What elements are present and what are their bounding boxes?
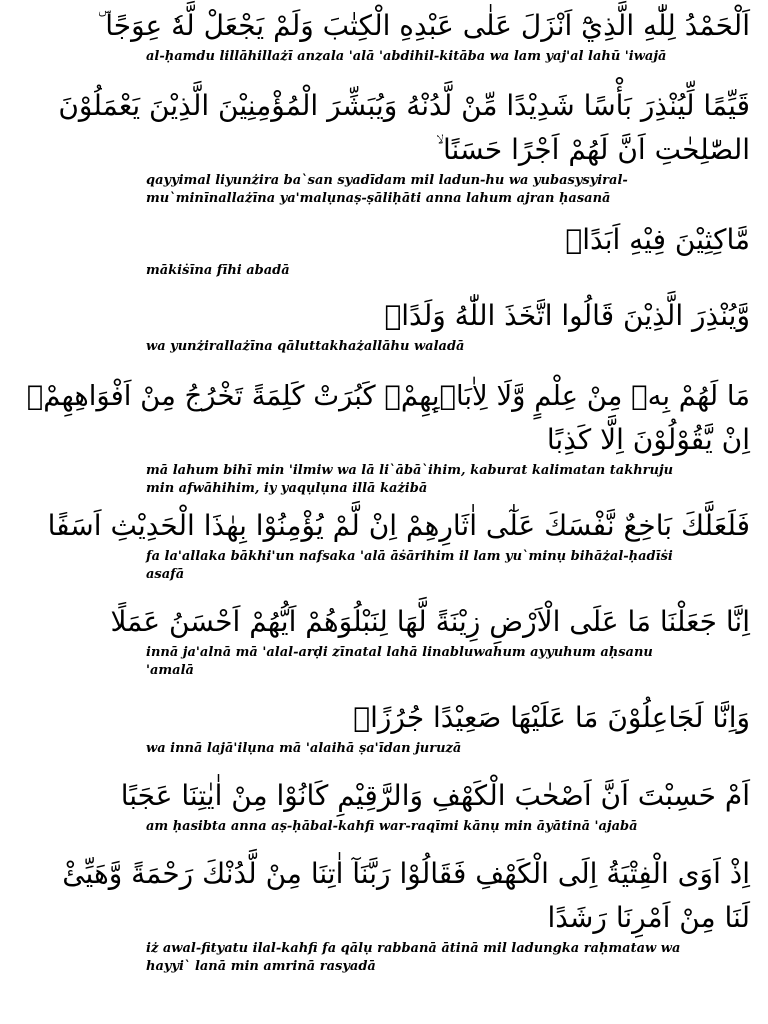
verse-transliteration — [0, 262, 768, 280]
verse-arabic — [0, 696, 768, 740]
verse-transliteration — [0, 644, 768, 680]
arabic-line: فَلَعَلَّكَ بَاخِعٌ نَّفْسَكَ عَلٰٓى اٰثَارِهِمْ اِنْ لَّمْ يُؤْمِنُوْا بِهٰذَا الْحَدِيْثِ اَسَفًا — [47, 509, 750, 542]
translit-line: mu`minīnallażīna ya'malụnaṣ-ṣāliḥāti anna lahum ajran ḥasanā — [146, 191, 611, 206]
verse-transliteration — [0, 940, 768, 976]
translit-line: mā lahum bihī min 'ilmiw wa lā li`ābā`ihim, kaburat kalimatan takhruju — [146, 463, 674, 478]
translit-line: al-ḥamdu lillāhillażī anzala 'alā 'abdihil-kitāba wa lam yaj'al lahū 'iwajā — [146, 49, 667, 64]
translit-line: fa la'allaka bākhi'un nafsaka 'alā āṡārihim il lam yu`minụ bihāżal-ḥadīṡi — [146, 549, 673, 564]
translit-line: min afwāhihim, iy yaqụlụna illā każibā — [146, 481, 428, 496]
verse-3 — [0, 218, 768, 280]
verse-4 — [0, 294, 768, 356]
verse-transliteration — [0, 338, 768, 356]
translit-line: iż awal-fityatu ilal-kahfi fa qālụ rabbanā ātinā mil ladungka raḥmataw wa — [146, 941, 681, 956]
verse-arabic — [0, 374, 768, 462]
verse-9 — [0, 774, 768, 836]
arabic-line: اَمْ حَسِبْتَ اَنَّ اَصْحٰبَ الْكَهْفِ وَالرَّقِيْمِ كَانُوْا مِنْ اٰيٰتِنَا عَجَبًا — [120, 779, 750, 812]
translit-line: hayyi` lanā min amrinā rasyadā — [146, 959, 376, 974]
arabic-line: الصّٰلِحٰتِ اَنَّ لَهُمْ اَجْرًا حَسَنًا ۙ — [435, 133, 750, 166]
verse-5 — [0, 374, 768, 498]
verse-transliteration — [0, 172, 768, 208]
arabic-line: مَّاكِثِيْنَ فِيْهِ اَبَدًاۙ — [565, 223, 750, 256]
translit-line: mākiṡīna fīhi abadā — [146, 263, 290, 278]
arabic-line: وَاِنَّا لَجَاعِلُوْنَ مَا عَلَيْهَا صَعِيْدًا جُرُزًاۗ — [353, 701, 750, 734]
arabic-line: وَّيُنْذِرَ الَّذِيْنَ قَالُوا اتَّخَذَ اللّٰهُ وَلَدًاۖ — [384, 299, 750, 332]
translit-line: asafā — [146, 567, 185, 582]
arabic-line: قَيِّمًا لِّيُنْذِرَ بَأْسًا شَدِيْدًا مِّنْ لَّدُنْهُ وَيُبَشِّرَ الْمُؤْمِنِيْنَ الَّذِيْنَ يَعْمَلُوْنَ — [58, 89, 750, 122]
verse-arabic — [0, 218, 768, 262]
arabic-line: لَنَا مِنْ اَمْرِنَا رَشَدًا — [547, 901, 750, 934]
arabic-line: اِنَّا جَعَلْنَا مَا عَلَى الْاَرْضِ زِيْنَةً لَّهَا لِنَبْلُوَهُمْ اَيُّهُمْ اَحْسَنُ عَمَلًا — [110, 605, 750, 638]
translit-line: wa yunżirallażīna qāluttakhażallāhu waladā — [146, 339, 465, 354]
verse-8 — [0, 696, 768, 758]
verse-arabic — [0, 294, 768, 338]
arabic-line: مَا لَهُمْ بِهٖ مِنْ عِلْمٍ وَّلَا لِاٰبَاۤىِٕهِمْۗ كَبُرَتْ كَلِمَةً تَخْرُجُ مِنْ اَفْوَاهِهِمْۗ — [26, 380, 750, 412]
verse-1 — [0, 4, 768, 66]
translit-line: 'amalā — [146, 663, 194, 678]
verse-arabic — [0, 84, 768, 172]
arabic-line: اِذْ اَوَى الْفِتْيَةُ اِلَى الْكَهْفِ فَقَالُوْا رَبَّنَآ اٰتِنَا مِنْ لَّدُنْكَ رَحْمَةً وَّهَيِّئْ — [62, 857, 750, 890]
verse-7 — [0, 600, 768, 680]
verse-arabic — [0, 852, 768, 940]
verse-arabic — [0, 504, 768, 548]
translit-line: wa innā lajā'ilụna mā 'alaihā ṣa'īdan juruzā — [146, 741, 462, 756]
translit-line: innā ja'alnā mā 'alal-arḍi zīnatal lahā linabluwahum ayyuhum aḥsanu — [146, 645, 653, 660]
verse-transliteration — [0, 48, 768, 66]
verse-arabic — [0, 600, 768, 644]
translit-line: qayyimal liyunżira ba`san syadīdam mil ladun-hu wa yubasysyiral- — [146, 173, 628, 188]
translit-line: am ḥasibta anna aṣ-ḥābal-kahfi war-raqīmi kānụ min āyātinā 'ajabā — [146, 819, 638, 834]
verse-2 — [0, 84, 768, 208]
verse-10 — [0, 852, 768, 976]
verse-arabic — [0, 774, 768, 818]
verse-transliteration — [0, 462, 768, 498]
verse-6 — [0, 504, 768, 584]
verse-transliteration — [0, 818, 768, 836]
arabic-line: اَلْحَمْدُ لِلّٰهِ الَّذِيْٓ اَنْزَلَ عَلٰى عَبْدِهِ الْكِتٰبَ وَلَمْ يَجْعَلْ لَّهٗ عِوَجًا ۜ — [98, 9, 750, 42]
verse-transliteration — [0, 548, 768, 584]
verse-arabic — [0, 4, 768, 48]
verse-transliteration — [0, 740, 768, 758]
arabic-line: اِنْ يَّقُوْلُوْنَ اِلَّا كَذِبًا — [546, 423, 750, 456]
